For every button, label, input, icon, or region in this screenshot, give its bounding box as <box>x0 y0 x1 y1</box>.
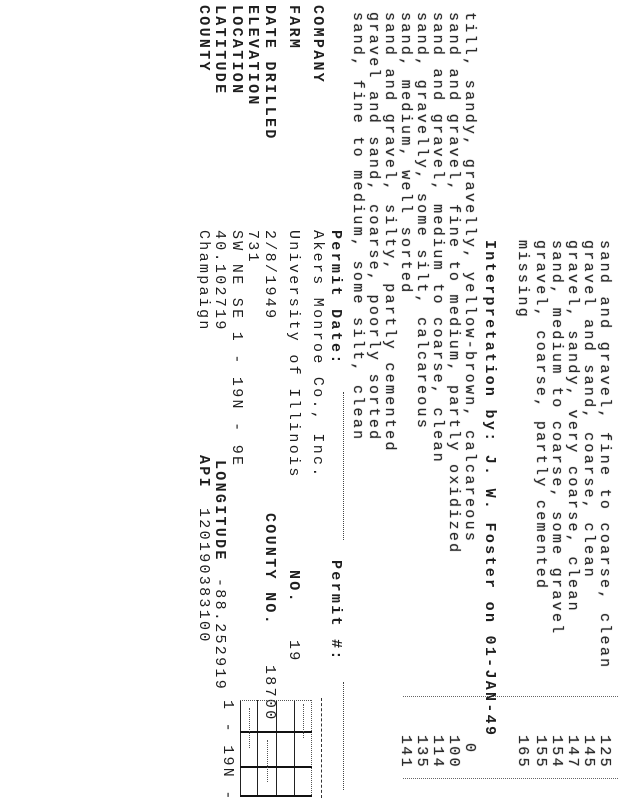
elevation-label: ELEVATION <box>244 5 261 107</box>
depth-value: 141 <box>397 735 414 769</box>
plat-quarter-line <box>267 740 268 782</box>
permit-no-label: Permit #: <box>327 560 344 662</box>
longitude-label: LONGITUDE <box>211 460 228 562</box>
plat-line <box>257 700 258 797</box>
lithology-text: sand, medium, well sorted <box>397 12 414 295</box>
latitude-value: 40.102719 <box>211 230 228 332</box>
permit-date-leader <box>343 392 344 540</box>
lithology-text: sand and gravel, fine to medium, partly oxidized <box>445 12 462 555</box>
depth-value: 135 <box>413 735 430 769</box>
lithology-text: gravel, sandy, very coarse, clean <box>564 240 581 613</box>
farm-value: University of Illinois <box>285 230 302 479</box>
depth-value: 147 <box>564 735 581 769</box>
date-drilled-line <box>262 0 278 800</box>
county-label: COUNTY <box>195 5 212 73</box>
lithology-text: till, sandy, gravelly, yellow-brown, calcareous <box>461 12 478 544</box>
interpretation-text: Interpretation by: J. W. Foster on 01-JAN-49 <box>481 240 498 738</box>
well-no-label: NO. <box>285 570 302 604</box>
depth-value: 100 <box>445 735 462 769</box>
elevation-value: 731 <box>244 230 261 264</box>
lithology-text: sand, gravelly, some silt, calcareous <box>413 12 430 431</box>
depth-value: 155 <box>532 735 549 769</box>
log-line <box>549 0 565 800</box>
permit-line <box>328 0 344 800</box>
lithology-text: gravel and sand, coarse, poorly sorted <box>365 12 382 442</box>
farm-label: FARM <box>285 5 302 51</box>
plat-line <box>294 700 295 797</box>
location-label: LOCATION <box>228 5 245 96</box>
log-line <box>430 0 446 800</box>
plat-line <box>240 795 312 797</box>
section-plat-grid <box>240 700 312 797</box>
plat-line <box>276 700 277 797</box>
log-line <box>350 0 366 800</box>
longitude-value: -88.252919 <box>211 578 228 692</box>
date-drilled-label: DATE DRILLED <box>261 5 278 141</box>
plat-line <box>311 700 312 797</box>
well-no-value: 19 <box>285 640 302 663</box>
lithology-text: missing <box>514 240 531 320</box>
depth-value: 0 <box>461 743 478 755</box>
plat-top-dashed-rule <box>321 698 322 798</box>
company-label: COMPANY <box>309 5 326 85</box>
lithology-text: gravel and sand, coarse, clean <box>580 240 597 580</box>
api-label: API <box>195 455 212 489</box>
depth-value: 165 <box>514 735 531 769</box>
plat-quarter-line <box>249 708 250 748</box>
lithology-text: sand, medium to coarse, some gravel <box>548 240 565 636</box>
interpretation-line <box>482 0 498 800</box>
depth-value: 145 <box>580 735 597 769</box>
plat-line <box>240 731 312 733</box>
date-drilled-value: 2/8/1949 <box>261 230 278 321</box>
log-line <box>462 0 478 800</box>
log-line <box>382 0 398 800</box>
lithology-text: gravel, coarse, partly cemented <box>532 240 549 591</box>
api-value: 120190383100 <box>195 508 212 644</box>
log-line <box>446 0 462 800</box>
company-line <box>310 0 326 800</box>
elevation-line <box>245 0 261 800</box>
plat-quarter-line <box>303 704 304 738</box>
depth-value: 154 <box>548 735 565 769</box>
county-line <box>196 0 212 800</box>
log-line <box>533 0 549 800</box>
lithology-text: sand and gravel, fine to coarse, clean <box>596 240 613 670</box>
plat-line <box>240 700 312 701</box>
log-line <box>515 0 531 800</box>
depth-value: 125 <box>596 735 613 769</box>
company-value: Akers Monroe Co., Inc. <box>309 230 326 479</box>
log-line <box>565 0 581 800</box>
plat-label-line <box>220 0 236 800</box>
county-value: Champaign <box>195 230 212 332</box>
plat-line <box>240 700 241 797</box>
log-line <box>581 0 597 800</box>
farm-line <box>286 0 302 800</box>
log-line <box>597 0 613 800</box>
depth-value: 114 <box>429 735 446 769</box>
log-line <box>398 0 414 800</box>
county-no-value: 18700 <box>261 665 278 722</box>
permit-no-leader <box>343 682 344 790</box>
latitude-label: LATITUDE <box>211 5 228 96</box>
lithology-text: sand, fine to medium, some silt, clean <box>349 12 366 442</box>
location-value: SW NE SE 1 - 19N - 9E <box>228 230 245 468</box>
permit-date-label: Permit Date: <box>327 230 344 366</box>
plat-line <box>240 766 312 768</box>
lithology-text: sand and gravel, medium to coarse, clean <box>429 12 446 465</box>
section-township-range-label: 1 - 19N - <box>219 700 236 802</box>
log-line <box>414 0 430 800</box>
lithology-text: sand and gravel, silty, partly cemented <box>381 12 398 453</box>
county-no-label: COUNTY NO. <box>261 513 278 627</box>
log-line <box>366 0 382 800</box>
